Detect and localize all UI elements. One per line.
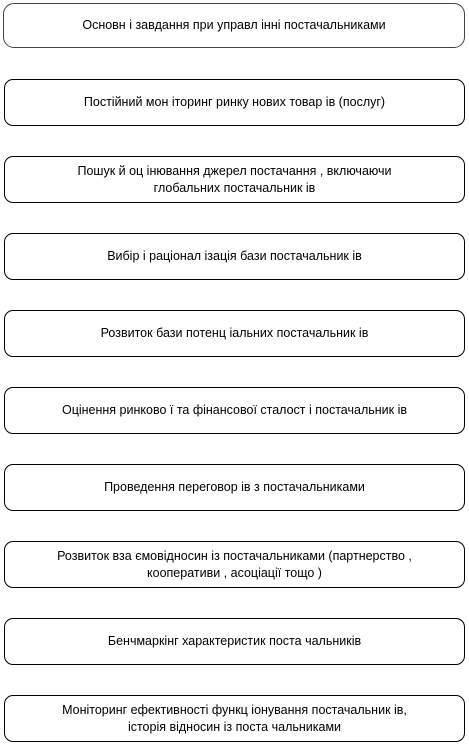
task-label-3: Вибір і раціонал ізація бази постачальник ів bbox=[107, 249, 362, 263]
task-box-8 bbox=[4, 618, 465, 665]
task-label-7: Розвиток вза ємовідносин із постачальниками (партнерство , кооперативи , асоціації тощо ) bbox=[57, 548, 412, 580]
task-label-8: Бенчмаркінг характеристик поста чальників bbox=[107, 634, 362, 648]
diagram-title-box bbox=[3, 3, 465, 48]
task-box-2 bbox=[4, 156, 465, 203]
task-label-4: Розвиток бази потенц іальних постачальник ів bbox=[100, 326, 369, 340]
task-box-6 bbox=[4, 464, 465, 511]
task-label-2: Пошук й оц інювання джерел постачання , включаючи глобальних постачальник ів bbox=[77, 163, 392, 195]
task-box-3 bbox=[4, 233, 465, 280]
task-label-5: Оцінення ринково ї та фінансової сталост і постачальник ів bbox=[61, 403, 408, 417]
diagram-title: Основн і завдання при управл інні постачальниками bbox=[82, 18, 386, 32]
task-label-1: Постійний мон іторинг ринку нових товар ів (послуг) bbox=[83, 95, 386, 109]
task-box-4 bbox=[4, 310, 465, 357]
task-label-9: Моніторинг ефективності функц іонування постачальник ів, історія відносин із поста чальниками bbox=[62, 702, 407, 734]
task-box-7 bbox=[4, 541, 465, 588]
task-box-5 bbox=[4, 387, 465, 434]
task-box-9 bbox=[4, 695, 465, 742]
task-label-6: Проведення переговор ів з постачальниками bbox=[104, 480, 365, 494]
task-box-1 bbox=[4, 79, 465, 126]
